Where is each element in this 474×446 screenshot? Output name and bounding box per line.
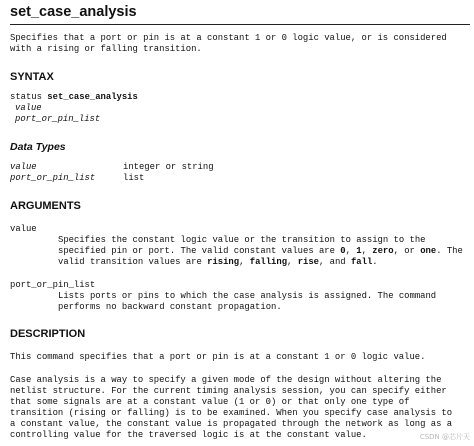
description-heading: DESCRIPTION xyxy=(10,328,86,340)
page-title: set_case_analysis xyxy=(10,4,137,20)
watermark: CSDN @芯片天 xyxy=(419,433,470,441)
argument-value-name: value xyxy=(10,224,37,234)
summary-line-2: with a rising or falling transition. xyxy=(10,44,202,54)
description-para-2-line: a constant value, the constant value is propagated through the network as long as a xyxy=(10,419,453,429)
data-types-heading: Data Types xyxy=(10,141,66,153)
description-para-1: This command specifies that a port or pin is at a constant 1 or 0 logic value. xyxy=(10,352,426,362)
data-type-value: integer or string xyxy=(123,162,214,172)
argument-value-desc-3: valid transition values are rising, falling, rise, and fall. xyxy=(58,257,378,267)
description-para-2-line: transition (rising or falling) is to be examined. When you specify case analysis to xyxy=(10,408,453,418)
syntax-arg-value: value xyxy=(15,103,42,113)
argument-value-desc-2: specified pin or port. The valid constant values are 0, 1, zero, or one. The xyxy=(58,246,463,256)
data-type-value: list xyxy=(123,173,145,183)
description-para-2-line: that some signals are at a constant value (1 or 0) or that only one type of xyxy=(10,397,410,407)
syntax-line xyxy=(10,92,138,103)
data-type-name: value xyxy=(10,162,37,172)
description-para-2-line: Case analysis is a way to specify a given mode of the design without altering the xyxy=(10,375,442,385)
argument-port-desc-1: Lists ports or pins to which the case analysis is assigned. The command xyxy=(58,291,437,301)
arguments-heading: ARGUMENTS xyxy=(10,200,81,212)
syntax-command: set_case_analysis xyxy=(47,92,138,102)
syntax-arg-port-list: port_or_pin_list xyxy=(15,114,101,124)
argument-port-name: port_or_pin_list xyxy=(10,280,96,290)
title-divider xyxy=(10,24,470,25)
description-para-2-line: netlist structure. For the current timing analysis session, you can specify either xyxy=(10,386,447,396)
description-para-2-line: controlling value for the traversed logic is at the constant value. xyxy=(10,430,367,440)
data-type-name: port_or_pin_list xyxy=(10,173,96,183)
argument-port-desc-2: performs no backward constant propagation. xyxy=(58,302,282,312)
syntax-status: status xyxy=(10,92,42,102)
summary-line-1: Specifies that a port or pin is at a constant 1 or 0 logic value, or is considered xyxy=(10,33,447,43)
argument-value-desc-1: Specifies the constant logic value or the transition to assign to the xyxy=(58,235,426,245)
syntax-heading: SYNTAX xyxy=(10,71,54,83)
